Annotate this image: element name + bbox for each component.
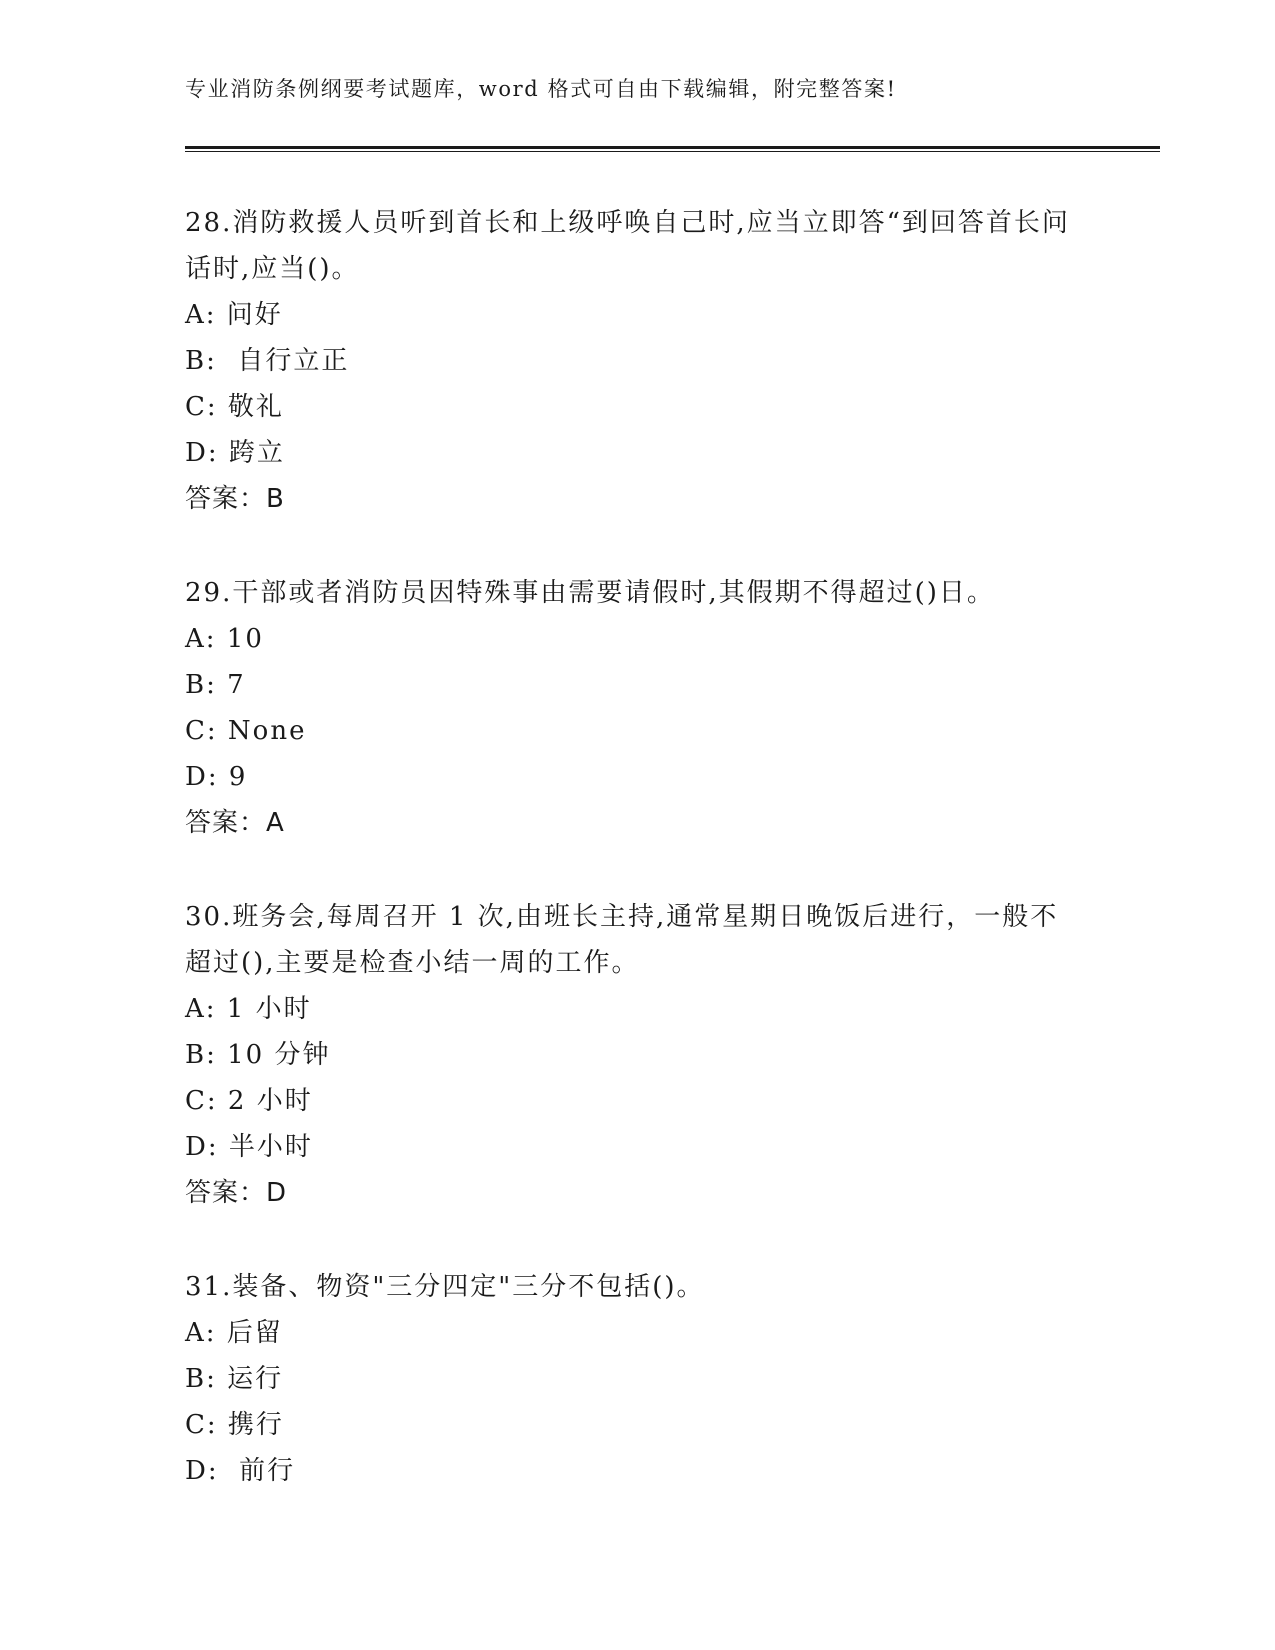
option-c: C: 2 小时 [185,1086,313,1116]
question-29 [185,570,1085,846]
option-d: D: 前行 [185,1456,296,1486]
question-30 [185,894,1085,1216]
option-b: B: 10 分钟 [185,1040,331,1070]
option-a: A: 1 小时 [185,994,312,1024]
question-stem: 29.干部或者消防员因特殊事由需要请假时,其假期不得超过()日。 [185,578,995,608]
option-c: C: 敬礼 [185,392,284,422]
header-divider-thick [185,146,1160,149]
option-b: B: 7 [185,670,246,700]
option-a: A: 问好 [185,300,283,330]
option-d: D: 9 [185,762,248,792]
option-b: B: 运行 [185,1364,284,1394]
question-list [185,200,1085,1542]
question-31 [185,1264,1085,1494]
question-stem: 28.消防救援人员听到首长和上级呼唤自己时,应当立即答“到回答首长问话时,应当()。 [185,208,1070,284]
option-c: C: None [185,716,307,746]
option-c: C: 携行 [185,1410,284,1440]
question-28 [185,200,1085,522]
answer: 答案：A [185,808,285,838]
answer: 答案：B [185,484,285,514]
header-divider-thin [185,151,1160,152]
option-a: A: 10 [185,624,264,654]
header-text: 专业消防条例纲要考试题库，word 格式可自由下载编辑，附完整答案! [185,77,897,101]
question-stem: 30.班务会,每周召开 1 次,由班长主持,通常星期日晚饭后进行，一般不超过(),主要是检查小结一周的工作。 [185,902,1059,978]
option-d: D: 半小时 [185,1132,313,1162]
option-b: B: 自行立正 [185,346,350,376]
option-a: A: 后留 [185,1318,283,1348]
question-stem: 31.装备、物资"三分四定"三分不包括()。 [185,1272,705,1302]
answer: 答案：D [185,1178,288,1208]
option-d: D: 跨立 [185,438,285,468]
